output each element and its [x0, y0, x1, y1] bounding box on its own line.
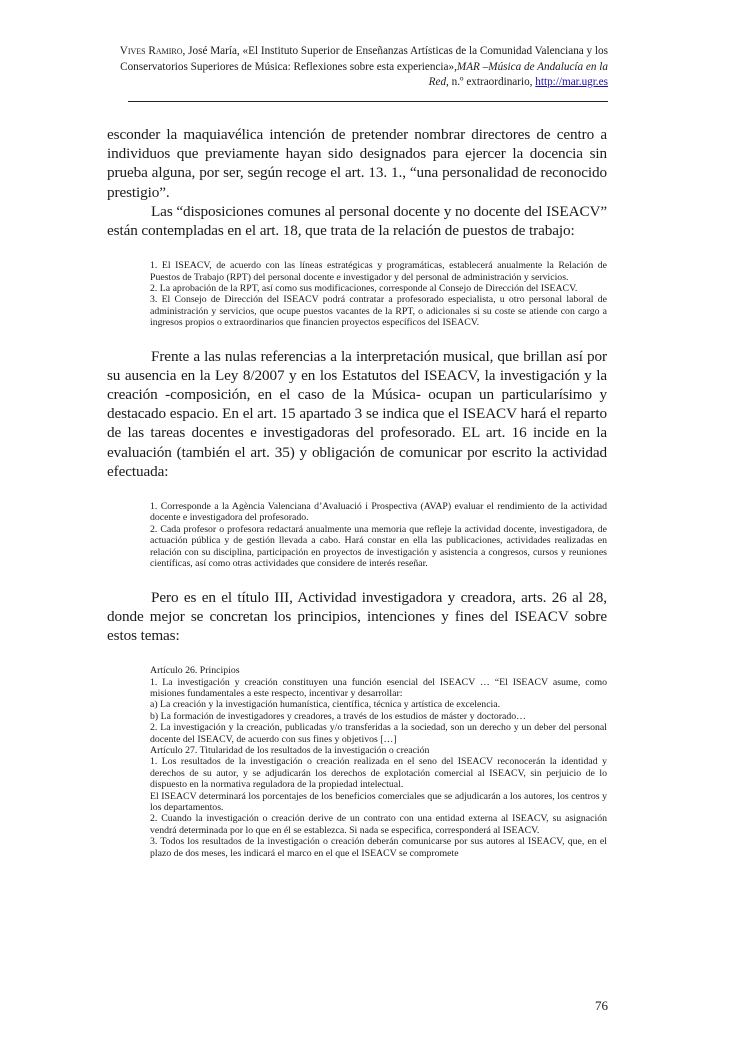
paragraph-1: esconder la maquiavélica intención de pretender nombrar directores de centro a individuos que previamente hayan sido designados para ejercer la docencia sin prueba alguna, por ser, según recoge el art. 13. 1., “una personalidad de reconocido prestigio”. — [107, 126, 607, 201]
running-header — [110, 44, 608, 91]
quote-item: 3. El Consejo de Dirección del ISEACV podrá contratar a profesorado especialista, u otro personal laboral de administración y servicios, que ocupe puestos vacantes de la RPT, o adicionales si su coste se atiende con cargo a ingresos propios o extraordinarios que financien proyectos específicos del ISEACV. — [150, 294, 607, 329]
quote-item: 2. Cada profesor o profesora redactará anualmente una memoria que refleje la actividad docente, investigadora, de actuación pública y de gestión llevada a cabo. Hará constar en ella las publicaciones, actividades realizadas en relación con su disciplina, participación en proyectos de investigación y asistencia a congresos, cursos y reuniones científicas, así como otras actividades que considere de interés reseñar. — [150, 523, 607, 570]
page-body — [107, 125, 607, 859]
paragraph-4: Pero es en el título III, Actividad investigadora y creadora, arts. 26 al 28, donde mejor se concretan los principios, intenciones y fines del ISEACV sobre estos temas: — [107, 588, 607, 644]
issue-text: n.º extraordinario, — [448, 76, 536, 88]
block-quote-art-16 — [150, 501, 607, 569]
quote-item: 1. Los resultados de la investigación o creación realizada en el seno del ISEACV reconocerán la identidad y derechos de su autor, y se adjudicarán los derechos de explotación comercial al ISEACV, sin perjuicio de lo dispuesto en la normativa reguladora de la propiedad intelectual. — [150, 756, 607, 791]
quote-item: 2. Cuando la investigación o creación derive de un contrato con una entidad externa al ISEACV, su asignación vendrá determinada por lo que en él se establezca. Si nada se especifica, corresponderá al ISEACV. — [150, 813, 607, 836]
author-surname: Vives Ramiro — [119, 45, 183, 57]
quote-item: 2. La investigación y la creación, publicadas y/o transferidas a la sociedad, son un derecho y un deber del personal docente del ISEACV, de acuerdo con sus fines y objetivos […] — [150, 722, 607, 745]
block-quote-art-18 — [150, 260, 607, 328]
quote-item: 1. La investigación y creación constituyen una función esencial del ISEACV … “El ISEACV asume, como misiones fundamentales a este respecto, incentivar y desarrollar: — [150, 676, 607, 699]
journal-title: MAR –Música de Andalucía en la Red, — [428, 60, 608, 88]
quote-item: 1. Corresponde a la Agència Valenciana d’Avaluació i Prospectiva (AVAP) evaluar el rendimiento de la actividad docente e investigadora del profesorado. — [150, 501, 607, 524]
quote-heading: Artículo 26. Principios — [150, 665, 240, 677]
page-number: 76 — [595, 998, 608, 1013]
quote-item: b) La formación de investigadores y creadores, a través de los estudios de máster y doctorado… — [150, 710, 526, 722]
quote-item: a) La creación y la investigación humanística, científica, técnica y artística de excelencia. — [150, 699, 501, 711]
quote-item: 1. El ISEACV, de acuerdo con las líneas estratégicas y programáticas, establecerá anualmente la Relación de Puestos de Trabajo (RPT) del personal docente e investigador y del personal de administración y servicios. — [150, 260, 607, 283]
citation-text: , José María, «El Instituto Superior de Enseñanzas Artísticas de la Comunidad Valenciana y los Conservatorios Superiores de Música: Reflexiones sobre esta experiencia», — [120, 45, 608, 73]
quote-item: 3. Todos los resultados de la investigación o creación deberán comunicarse por sus autores al ISEACV, que, en el plazo de dos meses, les indicará el marco en el que el ISEACV se compromete — [150, 836, 607, 859]
paragraph-2: Las “disposiciones comunes al personal docente y no docente del ISEACV” están contempladas en el art. 18, que trata de la relación de puestos de trabajo: — [107, 202, 607, 240]
header-divider — [128, 101, 608, 102]
quote-heading: Artículo 27. Titularidad de los resultados de la investigación o creación — [150, 744, 430, 756]
block-quote-arts-26-28 — [150, 665, 607, 859]
quote-item: El ISEACV determinará los porcentajes de los beneficios comerciales que se adjudicarán a los autores, los centros y los departamentos. — [150, 790, 607, 813]
journal-url-link[interactable]: http://mar.ugr.es — [535, 76, 608, 88]
quote-item: 2. La aprobación de la RPT, así como sus modificaciones, corresponde al Consejo de Dirección del ISEACV. — [150, 283, 578, 295]
paragraph-3: Frente a las nulas referencias a la interpretación musical, que brillan así por su ausencia en la Ley 8/2007 y en los Estatutos del ISEACV, la investigación y la creación -composición, en el caso de la Música- ocupan un particularísimo y destacado espacio. En el art. 15 apartado 3 se indica que el ISEACV hará el reparto de las tareas docentes e investigadoras del profesorado. EL art. 16 incide en la evaluación (también el art. 35) y obligación de comunicar por escrito la actividad efectuada: — [107, 347, 607, 480]
